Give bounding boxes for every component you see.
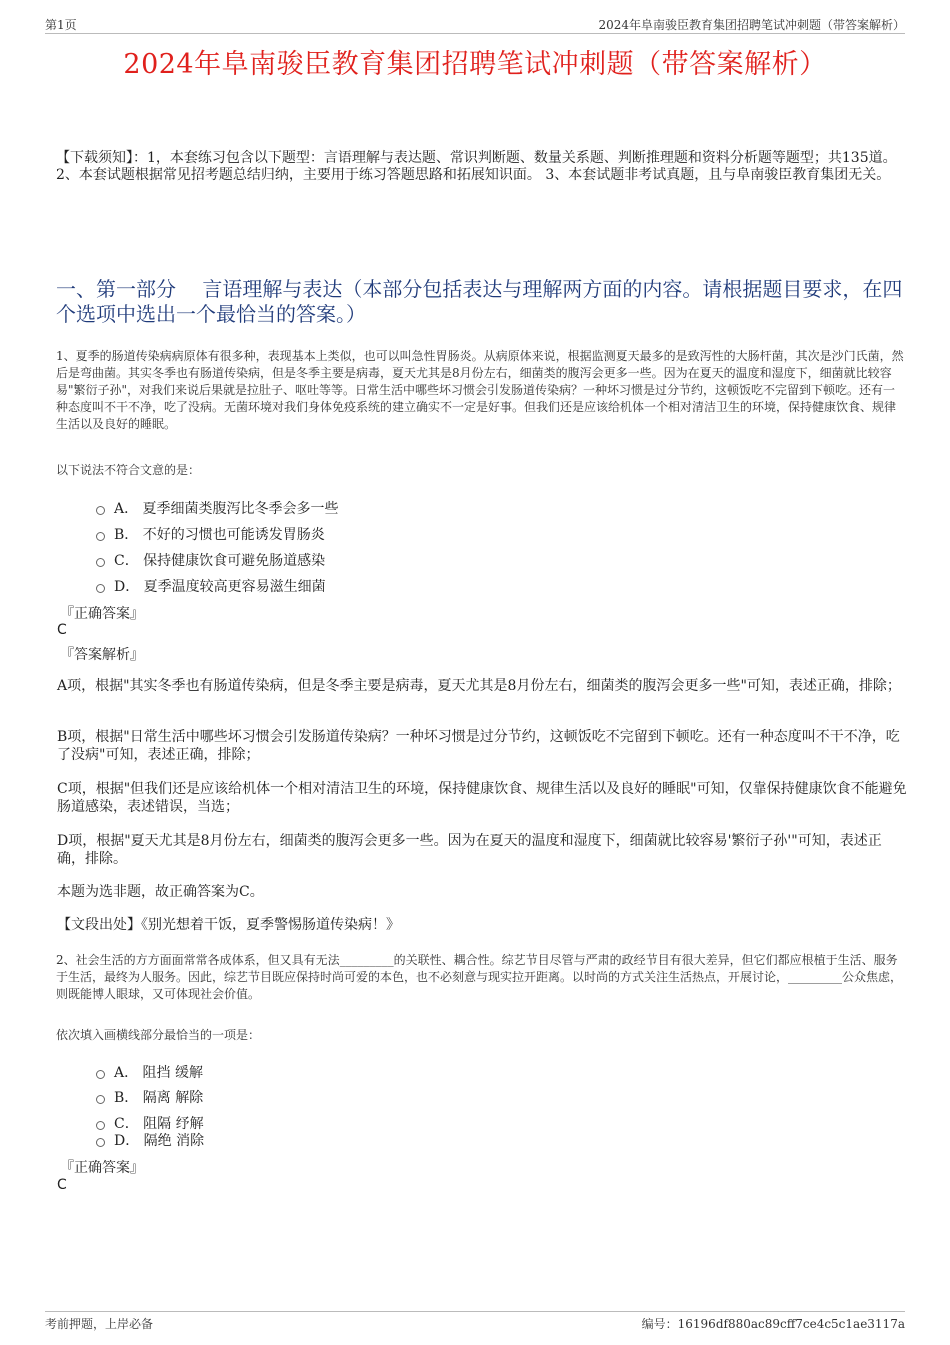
radio-icon[interactable] xyxy=(96,584,105,593)
footer-divider xyxy=(45,1311,905,1312)
footer-slogan: 考前押题，上岸必备 xyxy=(45,1317,154,1331)
question-2-prompt: 依次填入画横线部分最恰当的一项是： xyxy=(56,1028,261,1042)
radio-icon[interactable] xyxy=(96,506,105,515)
radio-icon[interactable] xyxy=(96,558,105,567)
q2-answer-label: 『正确答案』 xyxy=(60,1160,144,1176)
radio-icon[interactable] xyxy=(96,1121,105,1130)
section-heading: 一、第一部分 言语理解与表达（本部分包括表达与理解两方面的内容。请根据题目要求，在四个选项中选出一个最恰当的答案。） xyxy=(56,277,903,326)
question-1-stem: 1、夏季的肠道传染病病原体有很多种，表现基本上类似，也可以叫急性胃肠炎。从病原体来说，根据监测夏天最多的是致泻性的大肠杆菌，其次是沙门氏菌，然后是弯曲菌。其实冬季也有肠道传染病，但是冬季主要是病毒，夏天尤其是8月份左右，细菌类的腹泻会更多一些。因为在夏天的温度和湿度下，细菌就比较容易"繁衍子孙"，对我们来说后果就是拉肚子、呕吐等等。日常生活中哪些坏习惯会引发肠道传染病？一种坏习惯是过分节约，这顿饭吃不完留到下顿吃。还有一种态度叫不干不净，吃了没病。无菌环境对我们身体免疫系统的建立确实不一定是好事。但我们还是应该给机体一个相对清洁卫生的环境，保持健康饮食、规律生活以及良好的睡眠。 xyxy=(56,349,904,431)
q1-answer: C xyxy=(57,622,67,638)
q1-option-d[interactable]: D． 夏季温度较高更容易滋生细菌 xyxy=(96,576,326,596)
radio-icon[interactable] xyxy=(96,532,105,541)
radio-icon[interactable] xyxy=(96,1070,105,1079)
q2-option-b[interactable]: B． 隔离 解除 xyxy=(96,1087,203,1107)
footer-code: 编号：16196df880ac89cff7ce4c5c1ae3117a xyxy=(641,1317,905,1331)
download-notice: 【下载须知】：1，本套练习包含以下题型：言语理解与表达题、常识判断题、数量关系题、判断推理题和资料分析题等题型；共135道。 2、本套试题根据常见招考题总结归纳，主要用于练习答题思路和拓展知识面。 3、本套试题非考试真题，且与阜南骏臣教育集团无关。 xyxy=(56,150,897,183)
radio-icon[interactable] xyxy=(96,1138,105,1147)
q1-answer-label: 『正确答案』 xyxy=(60,606,144,622)
header-divider xyxy=(45,33,905,34)
q1-analysis-d: D项，根据"夏天尤其是8月份左右，细菌类的腹泻会更多一些。因为在夏天的温度和湿度下，细菌就比较容易'繁衍子孙'"可知，表述正确，排除。 xyxy=(57,833,882,867)
document-title: 2024年阜南骏臣教育集团招聘笔试冲刺题（带答案解析） xyxy=(123,49,827,80)
q1-analysis-conclusion: 本题为选非题，故正确答案为C。 xyxy=(57,884,264,900)
q1-analysis-label: 『答案解析』 xyxy=(60,647,144,663)
q2-option-a[interactable]: A． 阻挡 缓解 xyxy=(96,1062,203,1082)
page-number: 第1页 xyxy=(45,18,77,32)
q2-option-d[interactable]: D． 隔绝 消除 xyxy=(96,1130,204,1150)
q1-option-a[interactable]: A． 夏季细菌类腹泻比冬季会多一些 xyxy=(96,498,339,518)
q1-option-c[interactable]: C． 保持健康饮食可避免肠道感染 xyxy=(96,550,325,570)
q1-option-b[interactable]: B． 不好的习惯也可能诱发胃肠炎 xyxy=(96,524,325,544)
header-doc-title: 2024年阜南骏臣教育集团招聘笔试冲刺题（带答案解析） xyxy=(598,18,905,32)
q1-analysis-c: C项，根据"但我们还是应该给机体一个相对清洁卫生的环境，保持健康饮食、规律生活以及良好的睡眠"可知，仅靠保持健康饮食不能避免肠道感染，表述错误，当选； xyxy=(57,781,907,815)
q1-analysis-b: B项，根据"日常生活中哪些坏习惯会引发肠道传染病？一种坏习惯是过分节约，这顿饭吃不完留到下顿吃。还有一种态度叫不干不净，吃了没病"可知，表述正确，排除； xyxy=(57,729,900,763)
q1-source: 【文段出处】《别光想着干饭，夏季警惕肠道传染病！》 xyxy=(57,917,400,933)
q2-answer: C xyxy=(57,1177,67,1193)
question-2-stem: 2、社会生活的方方面面常常各成体系，但又具有无法_________的关联性、耦合性。综艺节目尽管与严肃的政经节目有很大差异，但它们都应根植于生活、服务于生活，最终为人服务。因此，综艺节目既应保持时尚可爱的本色，也不必刻意与现实拉开距离。以时尚的方式关注生活热点，开展讨论，_________公众焦虑，则既能博人眼球，又可体现社会价值。 xyxy=(56,953,903,1001)
radio-icon[interactable] xyxy=(96,1095,105,1104)
question-1-prompt: 以下说法不符合文意的是： xyxy=(56,463,201,477)
q1-analysis-a: A项，根据"其实冬季也有肠道传染病，但是冬季主要是病毒，夏天尤其是8月份左右，细菌类的腹泻会更多一些"可知，表述正确，排除； xyxy=(57,678,901,694)
q2-option-c[interactable]: C． 阻隔 纾解 xyxy=(96,1113,204,1133)
